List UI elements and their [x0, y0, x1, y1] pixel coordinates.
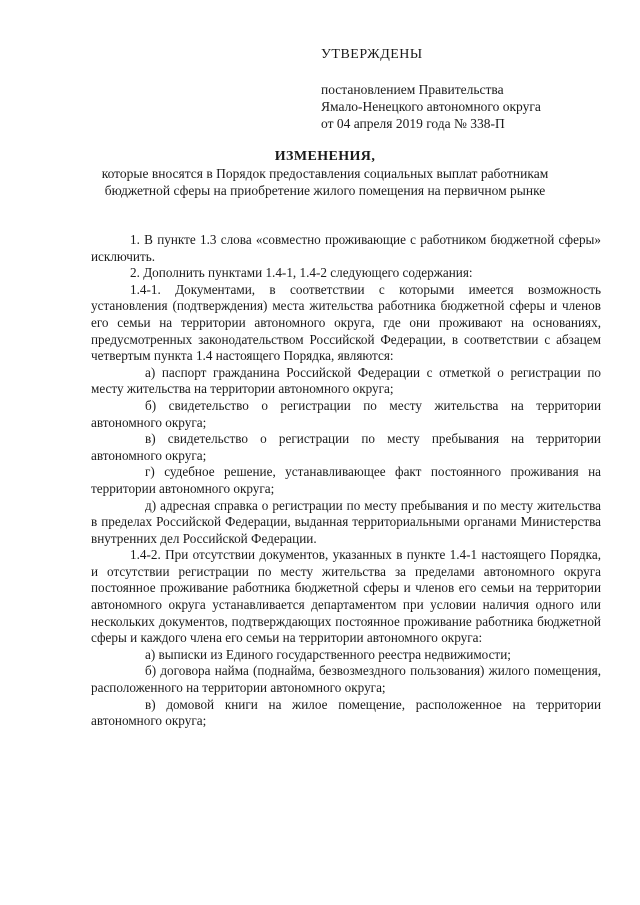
- list-item: а) паспорт гражданина Российской Федерации с отметкой о регистрации по месту жительства на территории автономного округа;: [91, 364, 601, 397]
- document-subtitle: которые вносятся в Порядок предоставления социальных выплат работникам бюджетной сферы на приобретение жилого помещения на первичном рынке: [101, 166, 549, 198]
- paragraph: 1.4-1. Документами, в соответствии с которыми имеется возможность установления (подтверждения) места жительства работника бюджетной сферы и членов его семьи на территории автономного округа, где они проживают на основаниях, предусмотренных законодательством Российской Федерации, в соответствии с абзацем четвертым пункта 1.4 настоящего Порядка, являются:: [91, 281, 601, 364]
- approval-line: от 04 апреля 2019 года № 338-П: [321, 116, 505, 131]
- paragraph: 1. В пункте 1.3 слова «совместно проживающие с работником бюджетной сферы» исключить.: [91, 232, 601, 264]
- list-item: в) свидетельство о регистрации по месту пребывания на территории автономного округа;: [91, 431, 601, 463]
- approval-stamp: [321, 46, 621, 132]
- document-title: ИЗМЕНЕНИЯ,: [274, 149, 376, 164]
- approval-line: Ямало-Ненецкого автономного округа: [321, 99, 541, 114]
- list-item: в) домовой книги на жилое помещение, расположенное на территории автономного округа;: [91, 696, 601, 729]
- list-item: б) договора найма (поднайма, безвозмездного пользования) жилого помещения, расположенного на территории автономного округа;: [91, 663, 601, 696]
- list-item: б) свидетельство о регистрации по месту жительства на территории автономного округа;: [91, 397, 601, 430]
- approval-heading: УТВЕРЖДЕНЫ: [321, 47, 423, 62]
- approval-line: постановлением Правительства: [321, 82, 504, 97]
- list-item: а) выписки из Единого государственного реестра недвижимости;: [145, 646, 511, 662]
- document-body: [91, 232, 601, 730]
- document-title-block: [90, 148, 560, 199]
- list-item: г) судебное решение, устанавливающее факт постоянного проживания на территории автономного округа;: [91, 464, 601, 496]
- paragraph: 1.4-2. При отсутствии документов, указанных в пункте 1.4-1 настоящего Порядка, и отсутствии регистрации по месту жительства за пределами автономного округа постоянное проживание работника бюджетной сферы и членов его семьи на территории автономного округа устанавливается департаментом при условии наличия одного или нескольких документов, подтверждающих постоянное проживание работника бюджетной сферы и каждого члена его семьи на территории автономного округа:: [91, 547, 601, 646]
- paragraph: 2. Дополнить пунктами 1.4-1, 1.4-2 следующего содержания:: [130, 265, 473, 281]
- list-item: д) адресная справка о регистрации по месту пребывания и по месту жительства в пределах Российской Федерации, выданная территориальными органами Министерства внутренних дел Российской Федерации.: [91, 497, 601, 546]
